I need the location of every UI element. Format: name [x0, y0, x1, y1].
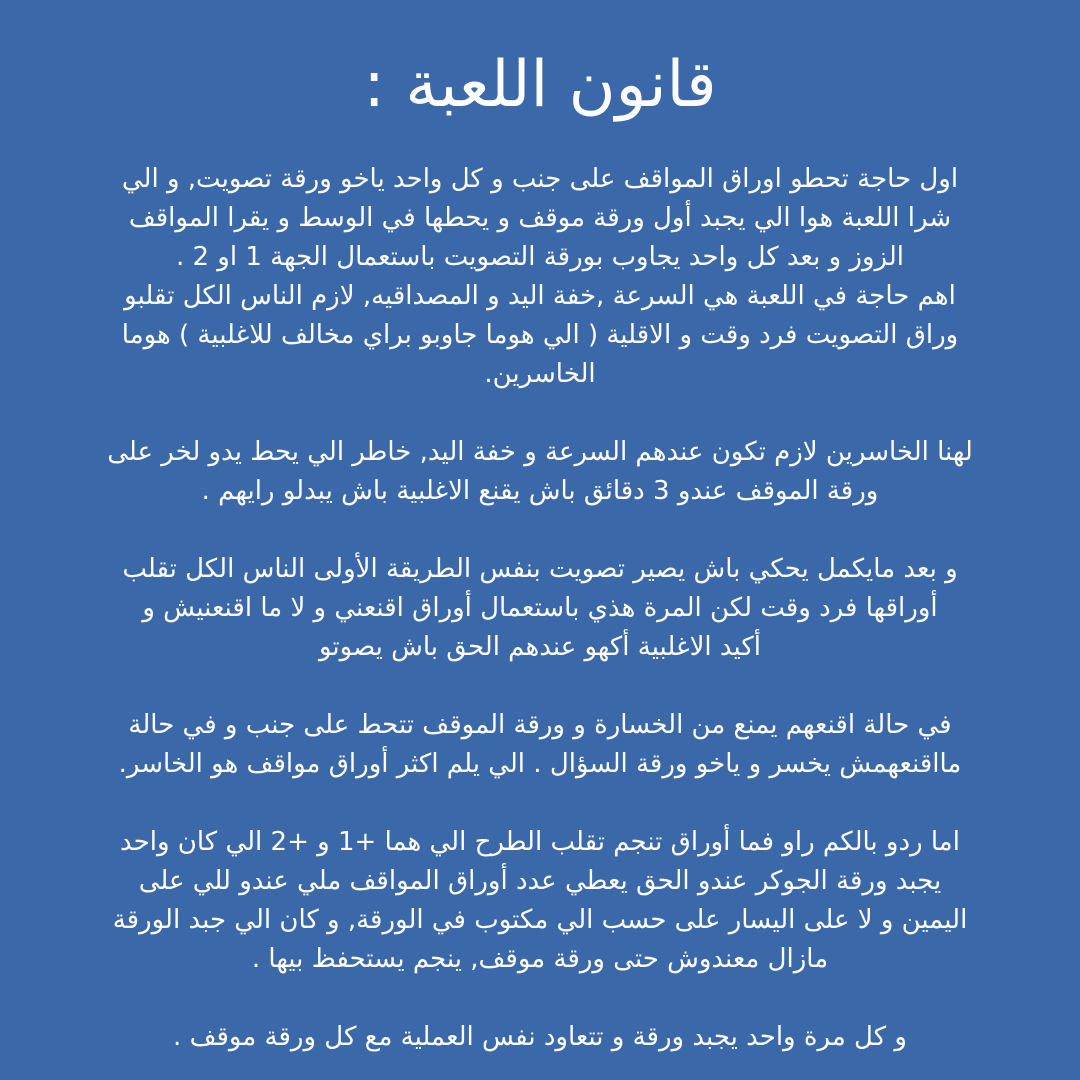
paragraph-spacer — [28, 784, 1052, 823]
rules-line: شرا اللعبة هوا الي يجبد أول ورقة موقف و يحطها في الوسط و يقرا المواقف — [128, 203, 952, 233]
rules-line: يجبد ورقة الجوكر عندو الحق يعطي عدد أوراق المواقف ملي عندو للي على — [138, 866, 942, 896]
rules-line: في حالة اقنعهم يمنع من الخسارة و ورقة الموقف تتحط على جنب و في حالة — [128, 710, 952, 740]
paragraph-spacer — [28, 979, 1052, 1018]
rules-paragraph-2 — [28, 433, 1052, 511]
rules-line: اول حاجة تحطو اوراق المواقف على جنب و كل واحد ياخو ورقة تصويت, و الي — [121, 164, 959, 194]
rules-line: مااقنعهمش يخسر و ياخو ورقة السؤال . الي يلم اكثر أوراق مواقف هو الخاسر. — [118, 749, 962, 779]
rules-line: اهم حاجة في اللعبة هي السرعة ,خفة اليد و المصداقيه, لازم الناس الكل تقلبو — [124, 281, 956, 311]
rules-paragraph-3 — [28, 550, 1052, 667]
paragraph-spacer — [28, 667, 1052, 706]
rules-paragraph-6 — [28, 1018, 1052, 1057]
rules-line: مازال معندوش حتى ورقة موقف, ينجم يستحفظ بيها . — [251, 944, 829, 974]
rules-line: اليمين و لا على اليسار على حسب الي مكتوب في الورقة, و كان الي جبد الورقة — [112, 905, 968, 935]
rules-line: لهنا الخاسرين لازم تكون عندهم السرعة و خفة اليد, خاطر الي يحط يدو لخر على — [107, 437, 973, 467]
rules-paragraph-5 — [28, 823, 1052, 979]
rules-paragraph-1 — [28, 160, 1052, 394]
rules-line: و كل مرة واحد يجبد ورقة و تتعاود نفس العملية مع كل ورقة موقف . — [173, 1022, 907, 1052]
paragraph-spacer — [28, 394, 1052, 433]
paragraph-spacer — [28, 511, 1052, 550]
page-title: قانون اللعبة : — [363, 48, 717, 122]
rules-line: أوراقها فرد وقت لكن المرة هذي باستعمال أوراق اقنعني و لا ما اقنعنيش و — [142, 593, 938, 623]
rules-line: أكيد الاغلبية أكهو عندهم الحق باش يصوتو — [319, 632, 761, 662]
rules-line: و بعد مايكمل يحكي باش يصير تصويت بنفس الطريقة الأولى الناس الكل تقلب — [122, 554, 958, 584]
rules-line: الزوز و بعد كل واحد يجاوب بورقة التصويت باستعمال الجهة 1 او 2 . — [175, 242, 905, 272]
rules-line: وراق التصويت فرد وقت و الاقلية ( الي هوما جاوبو براي مخالف للاغلبية ) هوما — [121, 320, 959, 350]
rules-line: ورقة الموقف عندو 3 دقائق باش يقنع الاغلبية باش يبدلو رايهم . — [201, 476, 879, 506]
rules-line: اما ردو بالكم راو فما أوراق تنجم تقلب الطرح الي هما +1 و +2 الي كان واحد — [120, 827, 960, 857]
rules-paragraph-4 — [28, 706, 1052, 784]
rules-line: الخاسرين. — [484, 359, 596, 389]
